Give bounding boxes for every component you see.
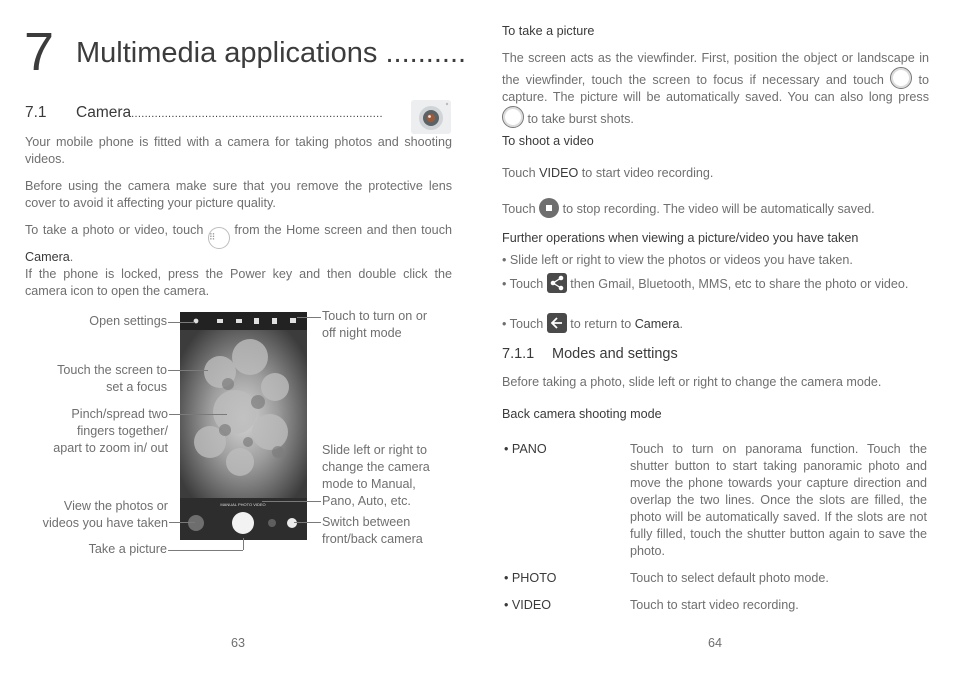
section-title — [76, 104, 410, 122]
page-number-right: 64 — [707, 636, 722, 650]
leader-slide-modes — [262, 501, 321, 502]
start-video-paragraph — [502, 165, 929, 182]
locked-phone-paragraph: If the phone is locked, press the Power key and then double click the camera icon to open the camera. — [25, 267, 452, 298]
modes-intro: Before taking a photo, slide left or right to change the camera mode. — [502, 375, 882, 389]
start-video-bold: VIDEO — [539, 166, 579, 180]
leader-open-settings — [168, 322, 195, 323]
leader-night-mode — [297, 317, 321, 318]
bullet-share — [502, 273, 929, 293]
lens-cover-paragraph: Before using the camera make sure that you remove the protective lens cover to avoid it affecting your picture quality. — [25, 179, 452, 210]
open-camera-bold: Camera — [25, 250, 70, 264]
section-number: 7.1 — [25, 104, 47, 121]
heading-take-picture: To take a picture — [502, 24, 595, 38]
mode-name: • VIDEO — [504, 598, 552, 612]
heading-further-operations: Further operations when viewing a picture/video you have taken — [502, 231, 859, 245]
stop-recording-icon — [539, 198, 559, 218]
shutter-icon — [502, 106, 524, 128]
mode-name: • PANO — [504, 442, 547, 456]
bullet-return-end: . — [679, 317, 683, 331]
svg-text:MANUAL PHOTO VIDEO: MANUAL PHOTO VIDEO — [220, 502, 266, 507]
bullet-return-bold: Camera — [634, 317, 680, 331]
heading-back-camera-modes: Back camera shooting mode — [502, 407, 662, 421]
share-icon — [547, 273, 567, 293]
chapter-number: 7 — [24, 22, 55, 82]
leader-touch-focus — [168, 370, 208, 371]
callout-slide-modes: Slide left or right to change the camera mode to Manual, Pano, Auto, etc. — [322, 443, 430, 508]
camera-app-icon — [411, 100, 451, 134]
section-title-leader: ........................................................................... — [131, 108, 383, 120]
back-arrow-icon — [547, 313, 567, 333]
callout-view-photos: View the photos or videos you have taken — [42, 499, 168, 530]
callout-pinch-zoom: Pinch/spread two fingers together/ apart to zoom in/ out — [53, 407, 168, 455]
mode-description: Touch to start video recording. — [630, 598, 799, 612]
bullet-share-text-b: then Gmail, Bluetooth, MMS, etc to share the photo or video. — [566, 277, 909, 291]
page-number-left: 63 — [230, 636, 245, 650]
camera-viewfinder-screenshot — [180, 312, 307, 540]
callout-switch-camera: Switch between front/back camera — [322, 515, 423, 546]
open-camera-text-a: To take a photo or video, touch — [25, 223, 208, 237]
take-picture-text-a: The screen acts as the viewfinder. First, position the object or landscape in the viewfinder, touch the screen to focus if necessary and touch — [502, 51, 929, 87]
subsection-title: Modes and settings — [552, 346, 678, 362]
take-picture-text-c: to take burst shots. — [524, 112, 634, 126]
mode-name: • PHOTO — [504, 571, 557, 585]
subsection-number: 7.1.1 — [502, 346, 535, 362]
start-video-text-b: to start video recording. — [578, 166, 714, 180]
bullet-return — [502, 313, 929, 333]
bullet-slide-view: • Slide left or right to view the photos or videos you have taken. — [502, 253, 853, 267]
mode-row-photo — [504, 570, 928, 588]
bullet-share-text-a: • Touch — [502, 277, 547, 291]
open-camera-paragraph — [25, 222, 452, 266]
leader-take-picture — [168, 550, 243, 551]
stop-video-text-a: Touch — [502, 202, 540, 216]
take-picture-text-b: to capture. The picture will be automatically saved. You can also long press — [502, 73, 929, 104]
mode-description: Touch to select default photo mode. — [630, 571, 829, 585]
open-camera-text-b: from the Home screen and then touch — [229, 223, 452, 237]
shutter-icon — [890, 67, 912, 89]
leader-view-photos — [169, 522, 195, 523]
chapter-title: Multimedia applications .......... — [76, 37, 467, 69]
stop-video-text-b: to stop recording. The video will be automatically saved. — [559, 202, 875, 216]
open-camera-end: . — [69, 250, 74, 264]
bullet-return-text-a: • Touch — [502, 317, 547, 331]
bullet-return-text-b: to return to — [566, 317, 635, 331]
callout-touch-focus: Touch the screen to set a focus — [57, 363, 167, 394]
heading-shoot-video: To shoot a video — [502, 134, 594, 148]
mode-row-video — [504, 597, 928, 615]
take-picture-paragraph — [502, 50, 929, 128]
callout-take-picture: Take a picture — [88, 542, 167, 556]
section-title-text: Camera — [76, 104, 132, 121]
leader-pinch-zoom — [169, 414, 227, 415]
callout-night-mode: Touch to turn on or off night mode — [322, 309, 428, 340]
camera-intro-paragraph: Your mobile phone is fitted with a camera for taking photos and shooting videos. — [25, 135, 452, 166]
mode-row-pano — [504, 441, 928, 561]
leader-switch-camera — [294, 522, 321, 523]
mode-description: Touch to turn on panorama function. Touch the shutter button to start taking panoramic photo and move the phone towards your capture direction and overlap the two lines. Once the slots are filled, the photo will be automatically saved. If the slots are not fully filled, touch the shutter button again to save the photo. — [630, 442, 927, 558]
start-video-text-a: Touch — [502, 166, 540, 180]
app-drawer-icon: ⠿ — [208, 227, 230, 249]
stop-video-paragraph — [502, 198, 929, 218]
callout-open-settings: Open settings — [89, 314, 167, 328]
leader-take-picture-vertical — [243, 538, 244, 550]
